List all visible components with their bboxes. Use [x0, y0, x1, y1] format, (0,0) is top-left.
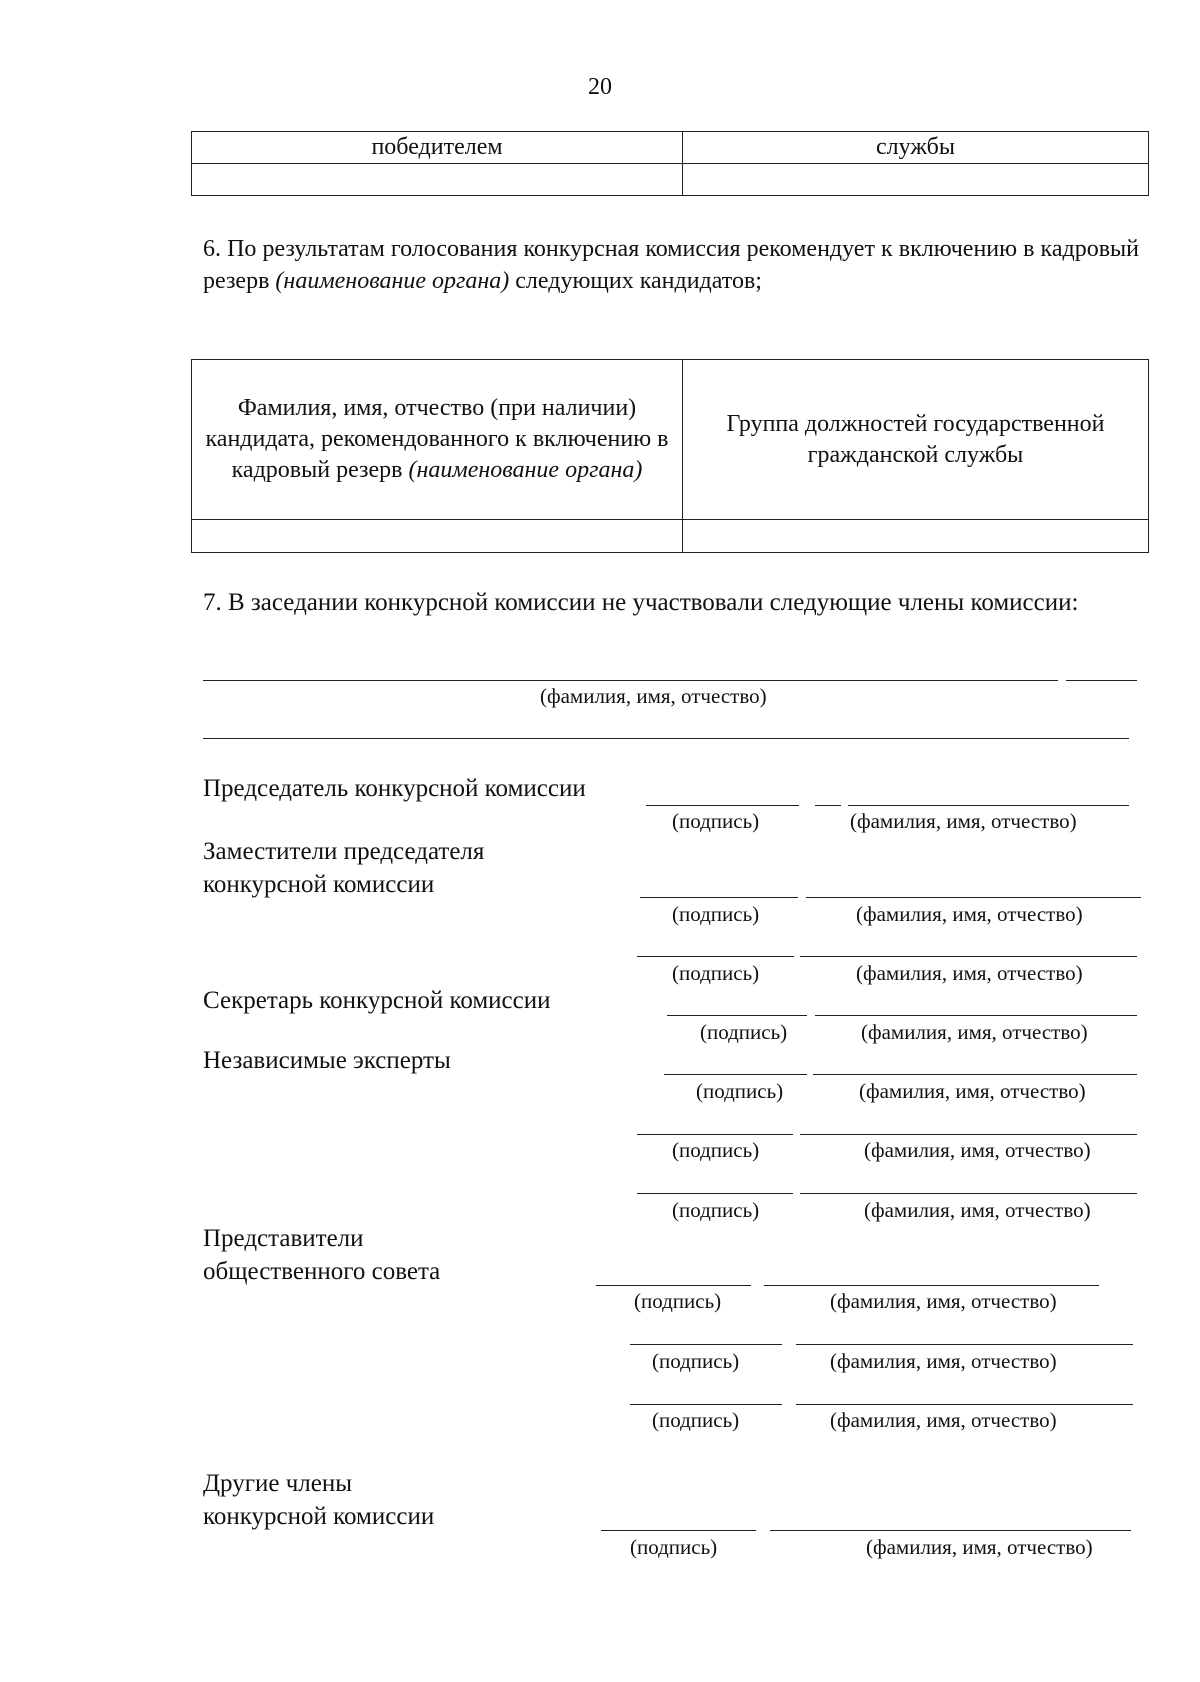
public2-name-line: [796, 1344, 1133, 1345]
public1-signature-line: [596, 1285, 751, 1286]
section-6-text-start: 6. По результатам голосования конкурсная комиссия рекомендует к включению в кадровый резерв: [203, 236, 1139, 294]
reserve-candidates-table: [191, 359, 1149, 553]
chairman-name-line: [848, 805, 1129, 806]
section-6-paragraph: [203, 233, 1139, 297]
winners-table: [191, 131, 1149, 196]
public3-name-line: [796, 1404, 1133, 1405]
table2-header-col1: [192, 360, 683, 520]
public1-name-caption: (фамилия, имя, отчество): [830, 1289, 1057, 1313]
page-number: 20: [588, 74, 612, 100]
table2-col1-text: Фамилия, имя, отчество (при наличии) кандидата, рекомендованного к включению в кадровый резерв: [205, 395, 669, 483]
expert1-signature-line: [664, 1074, 807, 1075]
deputy2-signature-caption: (подпись): [672, 961, 760, 985]
chairman-label: Председатель конкурсной комиссии: [203, 775, 586, 802]
expert2-name-caption: (фамилия, имя, отчество): [864, 1138, 1091, 1162]
expert2-signature-line: [637, 1134, 793, 1135]
public-council-label-line2: общественного совета: [203, 1258, 441, 1285]
absent-members-line-tail: [1066, 680, 1137, 681]
secretary-signature-line: [667, 1015, 807, 1016]
chairman-name-caption: (фамилия, имя, отчество): [850, 809, 1077, 833]
deputy1-name-line: [806, 897, 1141, 898]
deputy2-name-caption: (фамилия, имя, отчество): [856, 961, 1083, 985]
public-council-label-line1: Представители: [203, 1225, 364, 1252]
section-6-italic: (наименование органа): [275, 268, 510, 294]
chairman-signature-caption: (подпись): [672, 809, 760, 833]
expert3-signature-line: [637, 1193, 793, 1194]
public3-signature-line: [630, 1404, 782, 1405]
expert3-name-line: [800, 1193, 1137, 1194]
expert3-name-caption: (фамилия, имя, отчество): [864, 1198, 1091, 1222]
deputy2-signature-line: [637, 956, 794, 957]
deputy1-signature-caption: (подпись): [672, 902, 760, 926]
table2-empty-cell: [683, 520, 1149, 553]
absent-members-line-2: [203, 738, 1129, 739]
table1-empty-cell: [683, 164, 1149, 196]
experts-label: Независимые эксперты: [203, 1047, 451, 1074]
secretary-name-line: [815, 1015, 1137, 1016]
expert3-signature-caption: (подпись): [672, 1198, 760, 1222]
expert1-signature-caption: (подпись): [696, 1079, 784, 1103]
public1-signature-caption: (подпись): [634, 1289, 722, 1313]
table2-col2-text: Группа должностей государственной гражданской службы: [726, 410, 1105, 468]
other1-signature-line: [601, 1530, 756, 1531]
deputies-label-line1: Заместители председателя: [203, 838, 485, 865]
deputy1-signature-line: [640, 897, 798, 898]
table1-empty-cell: [192, 164, 683, 196]
table2-header-col2: [683, 360, 1149, 520]
absent-members-caption: (фамилия, имя, отчество): [540, 684, 767, 708]
other1-name-line: [770, 1530, 1131, 1531]
chairman-dash: [815, 805, 841, 806]
expert1-name-caption: (фамилия, имя, отчество): [859, 1079, 1086, 1103]
public2-signature-caption: (подпись): [652, 1349, 740, 1373]
deputy2-name-line: [800, 956, 1137, 957]
public3-signature-caption: (подпись): [652, 1408, 740, 1432]
table2-empty-cell: [192, 520, 683, 553]
public2-name-caption: (фамилия, имя, отчество): [830, 1349, 1057, 1373]
absent-members-line: [203, 680, 1058, 681]
expert2-name-line: [800, 1134, 1137, 1135]
secretary-name-caption: (фамилия, имя, отчество): [861, 1020, 1088, 1044]
section-6-text-end: следующих кандидатов;: [509, 268, 762, 294]
other-members-label-line2: конкурсной комиссии: [203, 1503, 435, 1530]
public1-name-line: [764, 1285, 1099, 1286]
other1-name-caption: (фамилия, имя, отчество): [866, 1535, 1093, 1559]
expert2-signature-caption: (подпись): [672, 1138, 760, 1162]
public2-signature-line: [630, 1344, 782, 1345]
other1-signature-caption: (подпись): [630, 1535, 718, 1559]
table2-col1-italic: (наименование органа): [408, 457, 643, 483]
chairman-signature-line: [646, 805, 799, 806]
section-7-paragraph: 7. В заседании конкурсной комиссии не участвовали следующие члены комиссии:: [203, 589, 1079, 616]
deputies-label-line2: конкурсной комиссии: [203, 871, 435, 898]
secretary-signature-caption: (подпись): [700, 1020, 788, 1044]
expert1-name-line: [813, 1074, 1137, 1075]
secretary-label: Секретарь конкурсной комиссии: [203, 987, 551, 1014]
public3-name-caption: (фамилия, имя, отчество): [830, 1408, 1057, 1432]
other-members-label-line1: Другие члены: [203, 1470, 353, 1497]
table1-header-col1: победителем: [192, 132, 683, 164]
table1-header-col2: службы: [683, 132, 1149, 164]
deputy1-name-caption: (фамилия, имя, отчество): [856, 902, 1083, 926]
